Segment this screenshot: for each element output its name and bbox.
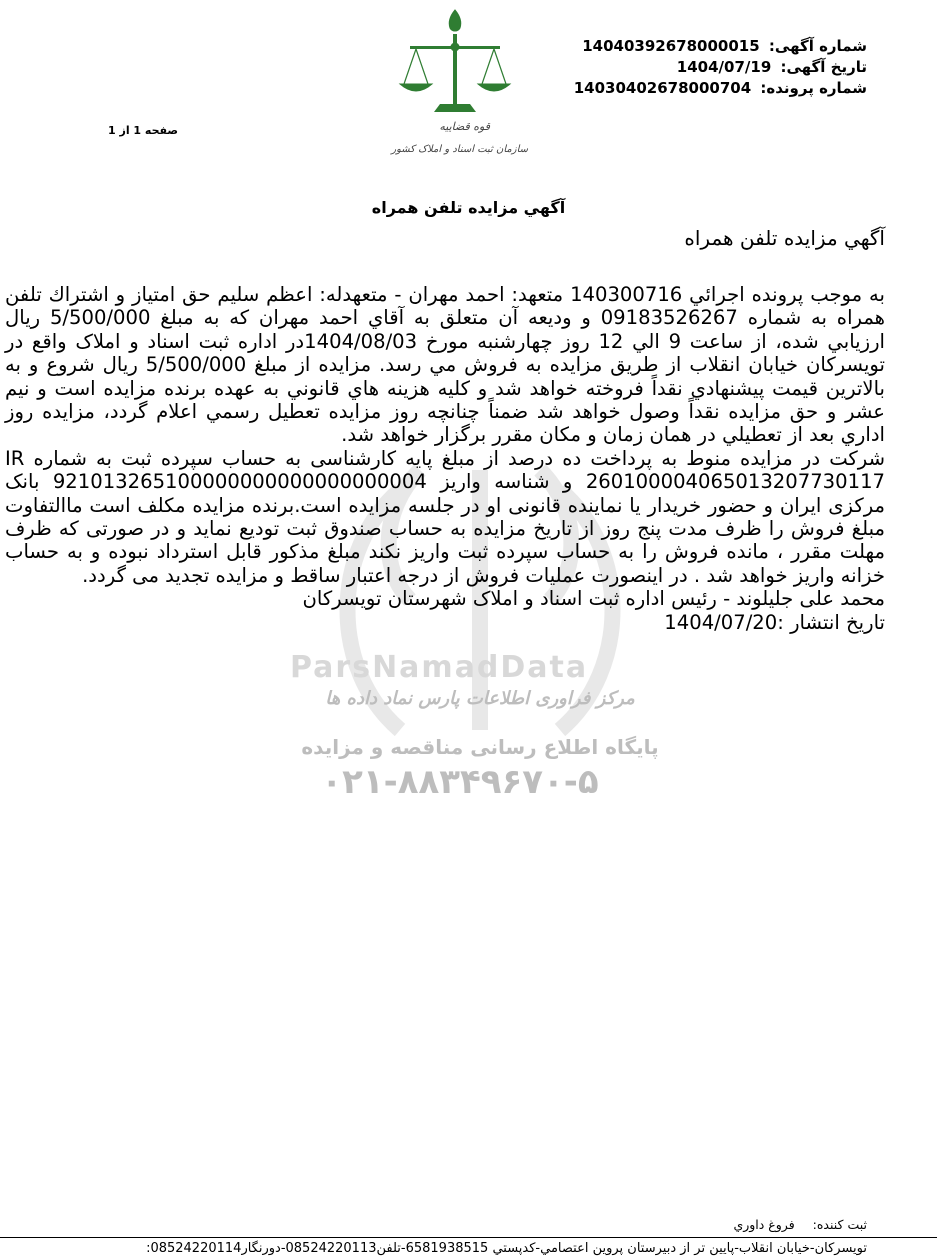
emblem-caption-registry: سازمان ثبت اسناد و املاک کشور [391, 144, 528, 155]
document-body [5, 283, 885, 634]
registrar-label: ثبت كننده: [812, 1217, 867, 1232]
ad-number-row [574, 36, 867, 57]
body-paragraph-auction-terms: به موجب پرونده اجرائي 140300716 متعهد: احمد مهران - متعهدله: اعظم سليم حق امتياز و اشتراك تلفن همراه به شماره 09183526267 و وديعه آن متعلق به آقاي احمد مهران كه به مبلغ 5/500/000 ريال ارزيابي شده، از ساعت 9 الي 12 روز چهارشنبه مورخ 1404/08/03در اداره ثبت اسناد و املاک واقع در تويسركان خيابان انقلاب از طريق مزايده به فروش مي رسد. مزايده از مبلغ 5/500/000 ريال شروع و به بالاترين قيمت پيشنهادي نقداً فروخته خواهد شد و كليه هزينه هاي قانوني به عهده برنده مزايده است و نيم عشر و حق مزايده نقداً وصول خواهد شد ضمناً چنانچه روز مزايده تعطيل رسمي اعلام گردد، مزايده روز اداري بعد از تعطيلي در همان زمان و مكان مقرر برگزار خواهد شد. [5, 283, 886, 447]
case-number-label: شماره پرونده: [760, 79, 867, 97]
body-paragraph-participation: شرکت در مزایده منوط به پرداخت ده درصد از مبلغ پایه کارشناسی به حساب سپرده ثبت به شماره IR 260100004065013207730117 و شناسه واریز 921013265100000000000000000004 بانک مرکزی ایران و حضور خریدار یا نماینده قانونی او در جلسه مزایده است.برنده مزایده مکلف است ماالتفاوت مبلغ فروش را ظرف مدت پنج روز از تاریخ مزایده به حساب صندوق ثبت تودیع نماید و در صورتی که ظرف مهلت مقرر ، مانده فروش را به حساب سپرده ثبت واریز نکند مبلغ مذکور قابل استرداد نبوده و به حساب خزانه واریز خواهد شد . در اینصورت عملیات فروش از درجه اعتبار ساقط و مزایده تجدید می گردد. [5, 446, 885, 587]
document-subtitle: آگهي مزايده تلفن همراه [684, 226, 885, 250]
ad-date: 1404/07/19 [676, 58, 772, 76]
ad-number: 14040392678000015 [582, 37, 760, 55]
footer-address: تويسركان-خيابان انقلاب-پايين تر از دبيرستان پروين اعتصامي-كدپستي 6581938515-تلفن08524220113-دورنگار08524220114: [146, 1241, 867, 1256]
footer-divider [0, 1237, 937, 1238]
case-number-row [574, 78, 867, 99]
watermark-brand: ParsNamadData [290, 650, 589, 685]
page-number: صفحه 1 از 1 [108, 124, 179, 137]
ad-meta [574, 36, 867, 99]
registrar [733, 1217, 867, 1232]
ad-number-label: شماره آگهی: [768, 37, 867, 55]
watermark-line-info: پایگاه اطلاع رسانی مناقصه و مزایده [301, 735, 659, 759]
case-number: 14030402678000704 [573, 79, 752, 97]
watermark-phone: ۰۲۱-۸۸۳۴۹۶۷۰-۵ [321, 762, 599, 802]
signer-line: محمد علی جلیلوند - رئیس اداره ثبت اسناد و املاک شهرستان تویسرکان [302, 587, 885, 611]
watermark-line-center: مرکز فراوری اطلاعات پارس نماد داده ها [325, 688, 635, 709]
emblem-caption-judiciary: قوه قضاییه [439, 120, 490, 133]
registrar-name: فروغ داوري [733, 1217, 795, 1232]
document-title: آگهي مزايده تلفن همراه [371, 198, 566, 217]
ad-date-label: تاریخ آگهی: [780, 58, 867, 76]
ad-date-row [574, 57, 867, 78]
judiciary-emblem-icon [380, 6, 530, 156]
publish-date: تاریخ انتشار :1404/07/20 [664, 610, 885, 634]
